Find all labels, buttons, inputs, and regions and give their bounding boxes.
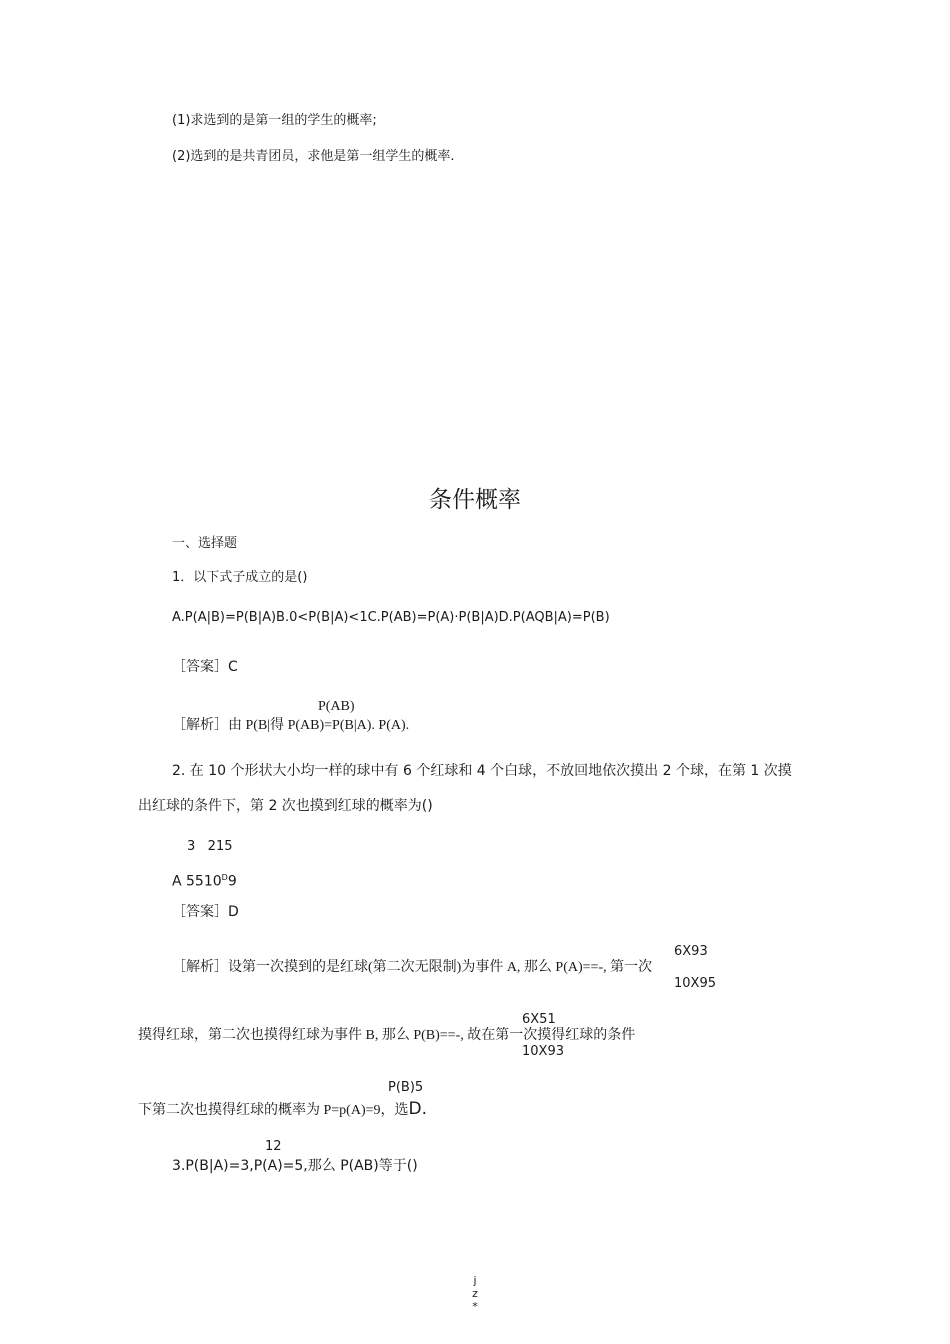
- problem-2-answer: [172, 905, 239, 920]
- problem-2-question-line1: 2. 在 10 个形状大小均一样的球中有 6 个红球和 4 个白球，不放回地依次摸出 2 个球，在第 1 次摸: [172, 763, 792, 779]
- problem-2-question-line2: 出红球的条件下，第 2 次也摸到红球的概率为(): [138, 798, 433, 814]
- explain-3-text: [138, 1101, 427, 1118]
- explain-3-choice: D.: [408, 1099, 428, 1119]
- problem-1-explanation: [172, 719, 409, 733]
- explain-text: 由 P(B|得 P(AB)=P(B|A). P(A).: [228, 718, 410, 733]
- problem-1-question: 1．以下式子成立的是(): [172, 570, 308, 585]
- explain-3-body: 下第二次也摸得红球的概率为 P=p(A)=9，选: [138, 1103, 409, 1118]
- problem-2-choices: [172, 874, 237, 889]
- question-part-2: (2)选到的是共青团员，求他是第一组学生的概率.: [172, 149, 455, 164]
- choices-sup: D: [221, 873, 228, 882]
- explain-label: ［解析］: [172, 718, 228, 733]
- page-title: 条件概率: [429, 487, 521, 513]
- problem-1-answer: [172, 660, 238, 675]
- answer-label: ［答案］: [172, 905, 228, 920]
- explain-2-text: 摸得红球，第二次也摸得红球为事件 B, 那么 P(B)==-, 故在第一次摸得红球的条件: [138, 1028, 636, 1043]
- problem-2-choices-top: 3 215: [187, 839, 233, 854]
- explain-3-numerator: P(B)5: [388, 1080, 424, 1095]
- footer-line-3: *: [472, 1300, 478, 1313]
- explain-1-denominator: 10X95: [674, 976, 716, 991]
- problem-1-fraction-numerator: P(AB): [318, 699, 355, 714]
- explain-1-numerator: 6X93: [674, 944, 708, 959]
- explain-1-text: ［解析］设第一次摸到的是红球(第二次无限制)为事件 A, 那么 P(A)==-, 第一次: [172, 960, 653, 975]
- footer-line-2: z: [472, 1287, 478, 1300]
- choices-end: 9: [227, 873, 237, 890]
- problem-1-options: A.P(A|B)=P(B|A)B.0<P(B|A)<1C.P(AB)=P(A)·P(B|A)D.P(AQB|A)=P(B): [172, 610, 610, 625]
- problem-3-numerators: 12: [265, 1139, 282, 1154]
- page-footer: [0, 1274, 950, 1313]
- choices-main: A 5510: [172, 873, 222, 890]
- footer-line-1: j: [473, 1274, 477, 1287]
- explain-2-denominator: 10X93: [522, 1044, 564, 1059]
- problem-3-question: 3.P(B|A)=3,P(A)=5,那么 P(AB)等于(): [172, 1158, 418, 1174]
- answer-value: D: [228, 904, 239, 920]
- section-heading: 一、选择题: [172, 535, 238, 550]
- question-part-1: (1)求选到的是第一组的学生的概率;: [172, 113, 377, 128]
- answer-label: ［答案］: [172, 660, 228, 675]
- answer-value: C: [228, 659, 238, 675]
- explain-2-numerator: 6X51: [522, 1012, 556, 1027]
